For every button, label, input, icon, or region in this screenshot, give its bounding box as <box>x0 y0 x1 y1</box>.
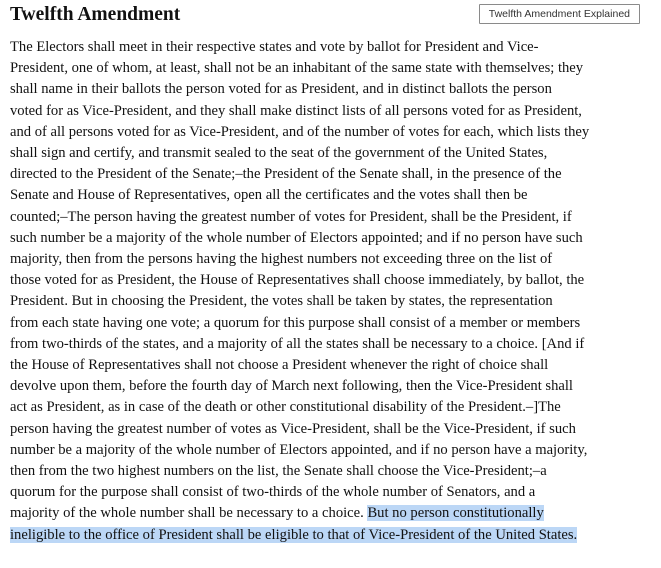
text-line: those voted for as President, the House of Representatives shall choose immediately, by ballot, the <box>10 272 585 289</box>
amendment-text <box>10 37 642 546</box>
text-line: act as President, as in case of the death or other constitutional disability of the President.–]The <box>10 399 561 416</box>
text-line <box>10 503 642 524</box>
text-line: from two-thirds of the states, and a majority of all the states shall be necessary to a choice. [And if <box>10 335 585 352</box>
text-line: from each state having one vote; a quorum for this purpose shall consist of a member or members <box>10 314 581 331</box>
highlighted-text[interactable]: But no person constitutionally <box>367 505 544 522</box>
page-title: Twelfth Amendment <box>10 4 181 25</box>
text-line: person having the greatest number of votes as Vice-President, shall be the Vice-President, if such <box>10 420 576 437</box>
text-line: The Electors shall meet in their respective states and vote by ballot for President and Vice- <box>10 39 539 55</box>
text-line: counted;–The person having the greatest number of votes for President, shall be the President, if <box>10 208 572 225</box>
text-line: and of all persons voted for as Vice-President, and of the number of votes for each, which lists they <box>10 123 590 140</box>
text-line: number be a majority of the whole number of Electors appointed, and if no person have a majority, <box>10 441 588 458</box>
highlighted-text[interactable]: ineligible to the office of President shall be eligible to that of Vice-President of the United States. <box>10 526 578 543</box>
text-line <box>10 525 642 546</box>
text-line: President. But in choosing the President, the votes shall be taken by states, the representation <box>10 293 553 310</box>
text-line: shall name in their ballots the person voted for as President, and in distinct ballots the person <box>10 81 552 98</box>
text-segment: majority of the whole number shall be necessary to a choice. <box>10 505 368 522</box>
text-line: the House of Representatives shall not choose a President whenever the right of choice shall <box>10 357 549 374</box>
header <box>10 3 640 27</box>
amendment-explained-button[interactable]: Twelfth Amendment Explained <box>479 4 640 24</box>
text-line: quorum for the purpose shall consist of two-thirds of the whole number of Senators, and a <box>10 484 536 501</box>
text-line: Senate and House of Representatives, open all the certificates and the votes shall then be <box>10 187 528 204</box>
text-line: majority, then from the persons having the highest numbers not exceeding three on the list of <box>10 251 553 268</box>
text-line: shall sign and certify, and transmit sealed to the seat of the government of the United States, <box>10 145 548 162</box>
text-line: directed to the President of the Senate;–the President of the Senate shall, in the presence of the <box>10 166 562 183</box>
text-line: devolve upon them, before the fourth day of March next following, then the Vice-President shall <box>10 378 573 395</box>
text-line: voted for as Vice-President, and they shall make distinct lists of all persons voted for as President, <box>10 102 582 119</box>
text-line: then from the two highest numbers on the list, the Senate shall choose the Vice-President;–a <box>10 463 547 480</box>
text-line: President, one of whom, at least, shall not be an inhabitant of the same state with themselves; they <box>10 60 584 77</box>
text-line: such number be a majority of the whole number of Electors appointed; and if no person have such <box>10 229 583 246</box>
